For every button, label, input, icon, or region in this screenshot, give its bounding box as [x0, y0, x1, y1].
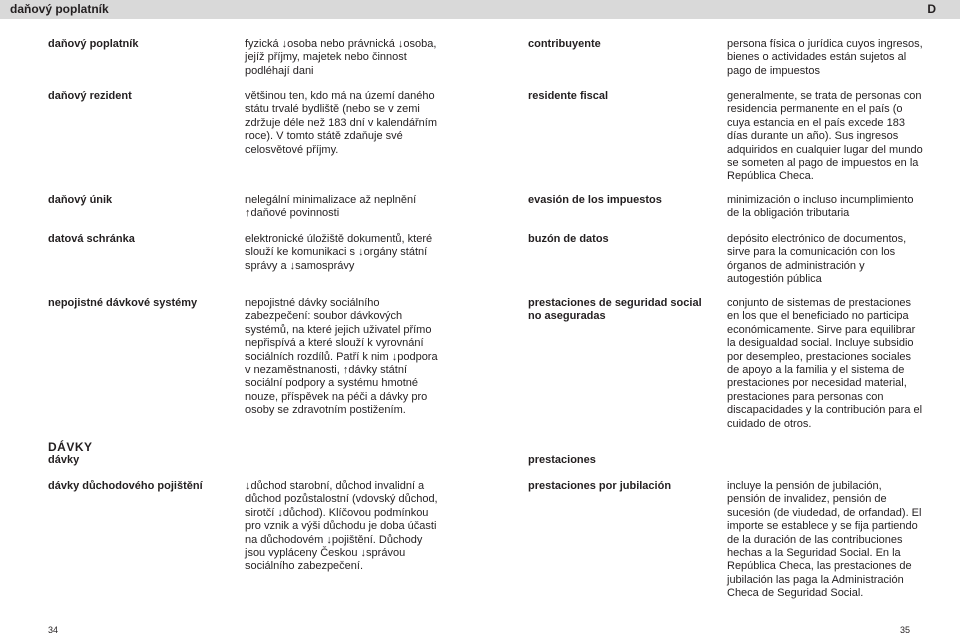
definition-cz: fyzická ↓osoba nebo právnická ↓osoba, jejíž příjmy, majetek nebo činnost podléhají dani	[245, 38, 437, 77]
definition-es: minimización o incluso incumplimiento de la obligación tributaria	[727, 194, 914, 220]
page-number-left: 34	[48, 625, 59, 635]
term-es: evasión de los impuestos	[528, 194, 662, 206]
term-cz: dávky důchodového pojištění	[48, 480, 203, 492]
definition-es: incluye la pensión de jubilación, pensión de invalidez, pensión de sucesión (de viudedad, de orfandad). El importe se establece y se fija partiendo de la duración de las contribuciones hechas a la Seguridad Social. En la República Checa, las prestaciones de jubilación las paga la Administración Checa de Seguridad Social.	[727, 480, 922, 600]
term-es: contribuyente	[528, 38, 601, 50]
definition-es: generalmente, se trata de personas con residencia permanente en el país (o cuya estancia en el país excede 183 días durante un año). Sus ingresos adquiridos en cualquier lugar del mundo se someten al pago de impuestos en la República Checa.	[727, 90, 923, 183]
term-es: prestaciones de seguridad social no aseguradas	[528, 297, 702, 323]
page-header	[0, 0, 960, 19]
term-es: residente fiscal	[528, 90, 609, 102]
definition-es: depósito electrónico de documentos, sirve para la comunicación con los órganos de administración y autogestión pública	[727, 233, 907, 286]
term-es: prestaciones por jubilación	[528, 480, 672, 492]
page-number-right: 35	[899, 625, 910, 635]
definition-cz: nelegální minimalizace až neplnění ↑daňové povinnosti	[245, 194, 417, 220]
definition-cz: nepojistné dávky sociálního zabezpečení: soubor dávkových systémů, na které jejich uživatel přímo nepřispívá a které slouží k vyrovnání sociálních rozdílů. Patří k nim ↓podpora v nezaměstnanosti, ↑dávky státní sociální podpory a systému hmotné nouze, příspěvek na péči a dávky pro osoby se zdravotním postižením.	[245, 297, 438, 417]
term-cz: daňový únik	[48, 194, 113, 206]
definition-es: conjunto de sistemas de prestaciones en los que el beneficiado no participa económicamente. Sirve para equilibrar la desigualdad social. Incluye subsidio por desempleo, prestaciones sociales de apoyo a la familia y el sistema de prestaciones por necesidad material, prestaciones para personas con discapacidades y la contribución para el cuidado de otros.	[727, 297, 923, 430]
definition-cz: většinou ten, kdo má na území daného státu trvalé bydliště (nebo se v zemi zdržuje déle než 183 dní v kalendářním roce). V tomto státě zdaňuje své celosvětové příjmy.	[245, 90, 438, 156]
header-title: daňový poplatník	[10, 2, 109, 16]
header-letter: D	[927, 2, 936, 16]
term-cz: daňový rezident	[48, 90, 132, 102]
term-es: buzón de datos	[528, 233, 609, 245]
definition-cz: elektronické úložiště dokumentů, které slouží ke komunikaci s ↓orgány státní správy a ↓samosprávy	[245, 233, 433, 272]
section-heading: DÁVKY	[48, 440, 93, 454]
definition-es: persona física o jurídica cuyos ingresos, bienes o actividades están sujetos al pago de impuestos	[727, 38, 923, 77]
term-cz: daňový poplatník	[48, 38, 139, 50]
term-cz: nepojistné dávkové systémy	[48, 297, 198, 309]
section-term-es: prestaciones	[528, 454, 596, 466]
section-term-cz: dávky	[48, 454, 80, 466]
term-cz: datová schránka	[48, 233, 135, 245]
definition-cz: ↓důchod starobní, důchod invalidní a důchod pozůstalostní (vdovský důchod, sirotčí ↓důchod). Klíčovou podmínkou pro vznik a výši důchodu je doba účasti na důchodovém ↓pojištění. Důchody jsou vypláceny Českou ↓správou sociálního zabezpečení.	[245, 480, 438, 573]
